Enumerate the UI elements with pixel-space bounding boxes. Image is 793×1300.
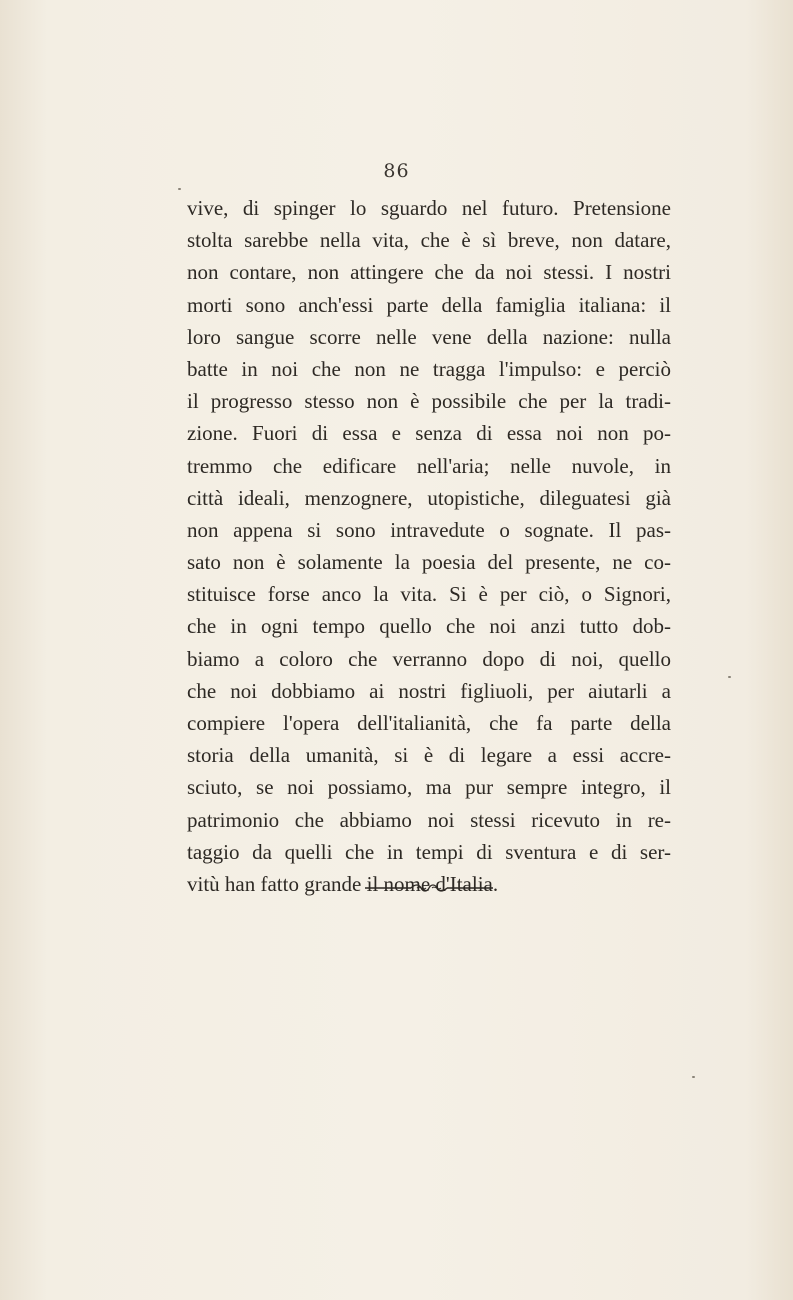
page-number: 86 <box>383 160 410 182</box>
ink-speck <box>728 676 731 678</box>
section-end-ornament <box>365 883 493 893</box>
text-line: che in ogni tempo quello che noi anzi tutto dob- <box>187 614 671 639</box>
text-line: non appena si sono intravedute o sognate. Il pas- <box>187 517 671 542</box>
text-line: il progresso stesso non è possibile che per la tradi- <box>187 389 671 414</box>
text-line: compiere l'opera dell'italianità, che fa parte della <box>187 711 671 735</box>
text-line: biamo a coloro che verranno dopo di noi, quello <box>187 646 671 671</box>
ink-speck <box>692 1076 695 1078</box>
text-line: zione. Fuori di essa e senza di essa noi non po- <box>187 421 671 446</box>
text-line: sato non è solamente la poesia del presente, ne co- <box>187 550 671 575</box>
text-line: non contare, non attingere che da noi stessi. I nostri <box>187 260 671 285</box>
text-line: stituisce forse anco la vita. Si è per ciò, o Signori, <box>187 582 671 607</box>
ink-speck <box>178 188 181 190</box>
text-line: taggio da quelli che in tempi di sventura e di ser- <box>187 839 671 864</box>
text-line: che noi dobbiamo ai nostri figliuoli, per aiutarli a <box>187 678 671 703</box>
body-text <box>187 192 671 900</box>
text-line: batte in noi che non ne tragga l'impulso: e perciò <box>187 356 671 381</box>
text-line: tremmo che edificare nell'aria; nelle nuvole, in <box>187 453 671 478</box>
text-line: morti sono anch'essi parte della famiglia italiana: il <box>187 292 671 317</box>
text-line: vive, di spinger lo sguardo nel futuro. Pretensione <box>187 196 671 220</box>
text-line: loro sangue scorre nelle vene della nazione: nulla <box>187 324 671 349</box>
text-line: sciuto, se noi possiamo, ma pur sempre integro, il <box>187 775 671 800</box>
text-line: vitù han fatto grande il nome d'Italia. <box>187 871 499 896</box>
text-line: patrimonio che abbiamo noi stessi ricevuto in re- <box>187 807 671 832</box>
text-line: storia della umanità, si è di legare a essi accre- <box>187 743 671 768</box>
text-line: stolta sarebbe nella vita, che è sì breve, non datare, <box>187 228 671 253</box>
text-line: città ideali, menzognere, utopistiche, dileguatesi già <box>187 485 671 510</box>
